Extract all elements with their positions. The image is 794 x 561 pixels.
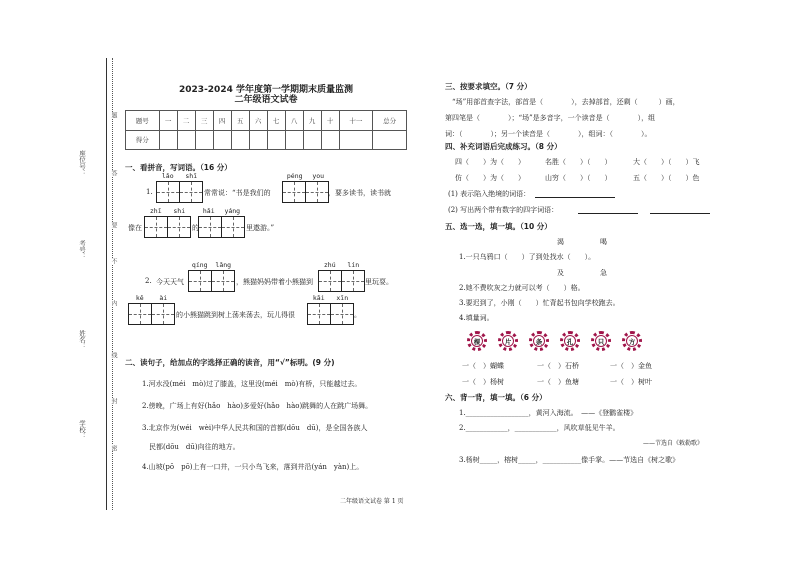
measure-word: 条 — [533, 335, 545, 347]
idiom-blank: 山穷（ ）（ ） — [545, 174, 612, 182]
grid-cell[interactable] — [331, 304, 353, 324]
pinyin-syllable: kě — [135, 294, 144, 302]
pinyin — [144, 207, 191, 215]
measure-word-flower — [560, 331, 580, 351]
section-3-heading: 三、按要求填空。（7 分） — [445, 82, 532, 91]
grid-cell[interactable] — [145, 217, 168, 237]
pinyin-syllable: xīn — [336, 294, 349, 302]
s3-line: 第四笔是（ ）；“场”是多音字，一个读音是（ ），组 — [445, 114, 656, 122]
s2-item: 4.山坡(pō pō)上有一口井，一只小鸟飞来，落到井沿(yán yàn)上。 — [142, 463, 364, 471]
score-header-cell: 四 — [213, 111, 231, 131]
s1-text: 的 — [192, 224, 199, 232]
pinyin-syllable: péng — [286, 172, 303, 180]
score-cell[interactable] — [195, 130, 213, 150]
pinyin-syllable: lǎo — [161, 172, 174, 180]
measure-word: 孔 — [564, 335, 576, 347]
idiom-blank: 名胜（ ）（ ） — [545, 158, 612, 166]
score-cell[interactable] — [373, 130, 407, 150]
measure-blank: 一（ ）鱼塘 — [537, 378, 579, 386]
grid-cell[interactable] — [129, 304, 152, 324]
score-header-cell: 二 — [177, 111, 195, 131]
measure-word-flower — [498, 331, 518, 351]
grid-cell[interactable] — [319, 271, 342, 291]
score-table — [125, 110, 407, 150]
score-header-cell: 六 — [249, 111, 267, 131]
seal-char: 线 — [110, 352, 117, 358]
exam-title: 2023-2024 学年度第一学期期末质量监测 — [179, 85, 353, 95]
page-footer: 二年级语文试卷 第 1 页 — [340, 498, 404, 505]
pinyin-syllable: shi — [173, 207, 186, 215]
score-row-label: 得分 — [126, 130, 160, 150]
measure-blank: 一（ ）石桥 — [537, 362, 579, 370]
grid-cell[interactable] — [222, 217, 244, 237]
writing-grid[interactable] — [188, 270, 235, 292]
pinyin-syllable: yáng — [224, 207, 241, 215]
s6-line-2: 2.____________，____________，风吹草低见牛羊。 — [459, 424, 620, 432]
school-field[interactable]: 学校： — [78, 420, 86, 440]
s2-item: 1.河水没(méi mò)过了膝盖，这里没(méi mò)有桥，只能越过去。 — [142, 380, 362, 388]
score-header-cell: 九 — [303, 111, 321, 131]
idiom-blank: 大（ ）（ ）飞 — [633, 158, 700, 166]
score-cell[interactable] — [177, 130, 195, 150]
s1-text: 。 — [354, 311, 361, 319]
score-header-cell: 十一 — [339, 111, 373, 131]
s6-source: ——节选自《敕勒歌》 — [643, 440, 704, 447]
measure-word: 方 — [626, 335, 638, 347]
score-header-cell: 题号 — [126, 111, 160, 131]
section-6-heading: 六、背一背，填一填。（6 分） — [445, 393, 547, 402]
exam-subtitle: 二年级语文试卷 — [234, 95, 298, 105]
pinyin-syllable: shī — [185, 172, 198, 180]
score-header-cell: 总分 — [373, 111, 407, 131]
grid-cell[interactable] — [168, 217, 190, 237]
score-header-cell: 五 — [231, 111, 249, 131]
score-header-cell: 七 — [267, 111, 285, 131]
s1-text: 的小熊猫跳到树上荡来荡去，玩儿得很 — [176, 311, 295, 319]
score-cell[interactable] — [249, 130, 267, 150]
idiom-blank: 四（ ）为（ ） — [455, 158, 525, 166]
score-cell[interactable] — [285, 130, 303, 150]
score-cell[interactable] — [213, 130, 231, 150]
pinyin — [307, 294, 354, 302]
seal-char: 题 — [110, 112, 117, 118]
score-header-cell: 八 — [285, 111, 303, 131]
writing-grid[interactable] — [307, 303, 354, 325]
score-cell[interactable] — [231, 130, 249, 150]
s1-text: 今天天气 — [156, 278, 184, 286]
answer-line — [535, 197, 615, 198]
section-4-heading: 四、补充词语后完成练习。（8 分） — [445, 142, 562, 151]
grid-cell[interactable] — [157, 182, 180, 202]
measure-word-flower — [591, 331, 611, 351]
word-choice: 喝 — [600, 238, 607, 246]
s3-line: 词：（ ）；另一个读音是（ ），组词：（ ）。 — [445, 130, 652, 138]
section-1-heading: 一、看拼音，写词语。（16 分） — [125, 163, 232, 172]
grid-cell[interactable] — [199, 217, 222, 237]
pinyin — [282, 172, 329, 180]
name-field[interactable]: 姓名： — [78, 330, 86, 350]
measure-word-flower — [622, 331, 642, 351]
measure-blank: 一（ ）金鱼 — [610, 362, 652, 370]
score-cell[interactable] — [303, 130, 321, 150]
s1-text: 里遨游。” — [246, 224, 275, 232]
pinyin-syllable: zhú — [323, 261, 336, 269]
s1-text: 2. — [145, 277, 152, 285]
measure-word: 片 — [502, 335, 514, 347]
score-header-cell: 三 — [195, 111, 213, 131]
measure-blank: 一（ ）蝴蝶 — [462, 362, 504, 370]
pinyin — [128, 294, 175, 302]
pinyin — [156, 172, 203, 180]
writing-grid[interactable] — [144, 216, 191, 238]
s1-text: 常常说：“书是我们的 — [204, 189, 271, 197]
s5-q4: 4.填量词。 — [459, 314, 494, 322]
pinyin-syllable: zhī — [149, 207, 162, 215]
pinyin — [318, 261, 365, 269]
seal-char: 密 — [110, 445, 117, 451]
word-choice: 急 — [600, 269, 607, 277]
pinyin — [198, 207, 245, 215]
measure-word: 只 — [595, 335, 607, 347]
s1-text: 像在 — [128, 224, 142, 232]
s2-item: 民都(dōu dū)向往的地方。 — [149, 443, 240, 451]
pinyin-syllable: you — [312, 172, 325, 180]
measure-blank: 一（ ）杨树 — [462, 378, 504, 386]
s1-text: ，要多读书，读书就 — [328, 189, 391, 197]
writing-grid[interactable] — [318, 270, 365, 292]
s5-q3: 3.要迟到了，小刚（ ）忙背起书包向学校跑去。 — [459, 299, 620, 307]
writing-grid[interactable] — [128, 303, 175, 325]
writing-grid[interactable] — [198, 216, 245, 238]
seal-char: 封 — [110, 398, 117, 404]
s3-line: “场”用部首查字法，部首是（ ），去掉部首，还剩（ ）画， — [452, 98, 680, 106]
measure-word: 棵 — [471, 335, 483, 347]
pinyin-syllable: hǎi — [202, 207, 215, 215]
score-header-cell: 一 — [159, 111, 177, 131]
grid-cell[interactable] — [306, 182, 328, 202]
seal-line — [112, 58, 113, 510]
answer-line — [650, 213, 710, 214]
writing-grid[interactable] — [156, 181, 203, 203]
s2-item: 2.傍晚，广场上有好(hǎo hào)多爱好(hǎo hào)跳舞的人在跳广场舞。 — [142, 402, 373, 410]
binding-border — [106, 58, 107, 510]
grid-cell[interactable] — [180, 182, 202, 202]
seat-number-field[interactable]: 座位号： — [78, 150, 86, 176]
writing-grid[interactable] — [282, 181, 329, 203]
pinyin — [188, 261, 235, 269]
word-choice: 渴 — [557, 238, 564, 246]
exam-number-field[interactable]: 考号： — [78, 240, 86, 260]
section-5-heading: 五、选一选，填一填。（10 分） — [445, 222, 552, 231]
grid-cell[interactable] — [283, 182, 306, 202]
pinyin-syllable: kāi — [312, 294, 325, 302]
score-cell[interactable] — [267, 130, 285, 150]
grid-cell[interactable] — [189, 271, 212, 291]
pinyin-syllable: ài — [159, 294, 168, 302]
s4-q2: (2) 写出两个带有数字的四字词语： — [448, 206, 559, 214]
score-cell[interactable] — [339, 130, 373, 150]
s2-item: 3.北京作为(wéi wèi)中华人民共和国的首都(dōu dū)，是全国各族人 — [142, 424, 368, 432]
measure-word-flower — [529, 331, 549, 351]
idiom-blank: 仿（ ）为（ ） — [455, 174, 525, 182]
s1-text: 1. — [146, 188, 153, 196]
s5-q1: 1.一只乌鸦口（ ）了到处找水（ ）。 — [459, 253, 596, 261]
score-cell[interactable] — [159, 130, 177, 150]
s4-q1: (1) 表示陷入绝境的词语： — [448, 190, 531, 198]
seal-char: 不 — [110, 258, 117, 264]
measure-blank: 一（ ）树叶 — [610, 378, 652, 386]
grid-cell[interactable] — [212, 271, 234, 291]
s1-text: 里玩耍。 — [365, 278, 393, 286]
grid-cell[interactable] — [152, 304, 174, 324]
seal-char: 要 — [110, 222, 117, 228]
score-cell[interactable] — [321, 130, 339, 150]
pinyin-syllable: lín — [347, 261, 360, 269]
section-2-heading: 二、读句子，给加点的字选择正确的读音，用“√”标明。(9 分) — [125, 358, 335, 367]
grid-cell[interactable] — [308, 304, 331, 324]
grid-cell[interactable] — [342, 271, 364, 291]
s6-line-1: 1.__________________，黄河入海流。 ——《登鹳雀楼》 — [459, 409, 638, 417]
score-header-cell: 十 — [321, 111, 339, 131]
s6-line-3: 3.杨树_____，榕树_____，___________像手掌。——节选自《树之歌》 — [459, 456, 680, 464]
s5-q2: 2.她不费吹灰之力就可以考（ ）格。 — [459, 284, 585, 292]
seal-char: 答 — [110, 170, 117, 176]
seal-char: 内 — [110, 300, 117, 306]
idiom-blank: 五（ ）（ ）色 — [633, 174, 700, 182]
pinyin-syllable: lǎng — [215, 261, 232, 269]
measure-word-flower — [467, 331, 487, 351]
answer-line — [578, 213, 638, 214]
pinyin-syllable: qíng — [191, 261, 208, 269]
word-choice: 及 — [557, 269, 564, 277]
s1-text: ，熊猫妈妈带着小熊猫到 — [236, 278, 313, 286]
